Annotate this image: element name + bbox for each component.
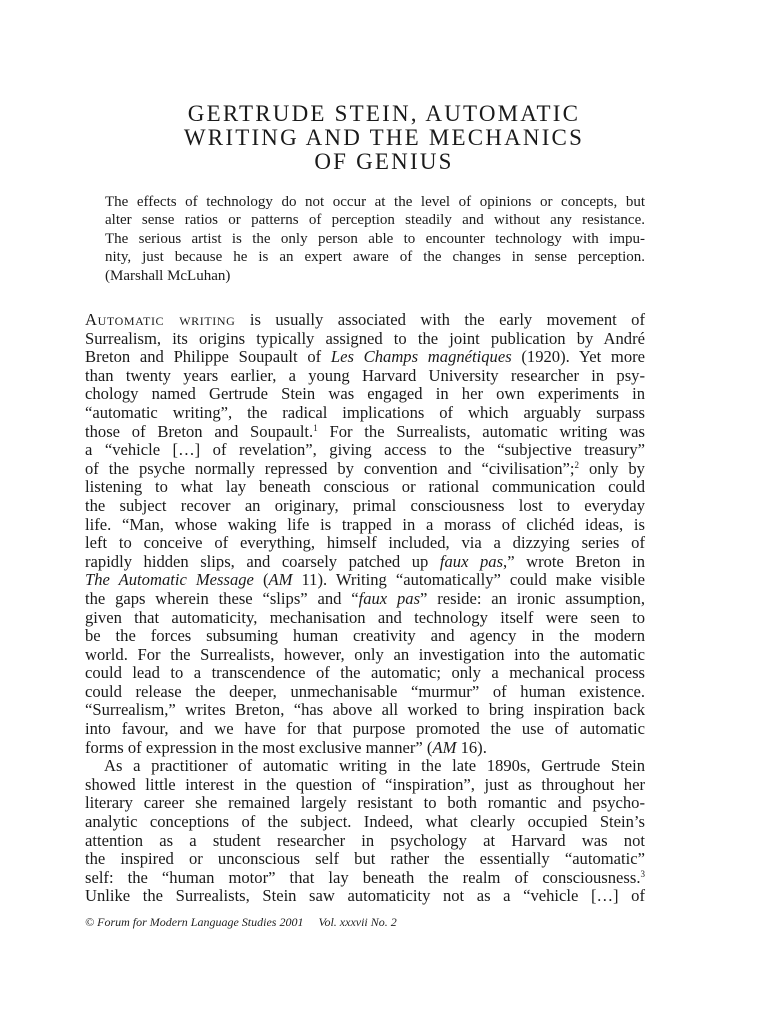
body-line: than twenty years earlier, a young Harvard University researcher in psy- bbox=[85, 365, 645, 385]
italic-title: The Automatic Message bbox=[85, 570, 254, 590]
text-run: is usually associated with the early movement of bbox=[235, 310, 645, 329]
italic-phrase: faux pas bbox=[358, 588, 421, 608]
body-line bbox=[85, 423, 645, 442]
title-line: WRITING AND THE MECHANICS bbox=[183, 125, 585, 150]
body-line: Unlike the Surrealists, Stein saw automaticity not as a “vehicle […] of bbox=[85, 886, 645, 906]
body-line: could lead to a transcendence of the automatic; only a mechanical process bbox=[85, 663, 645, 683]
text-run: those of Breton and Soupault. bbox=[85, 421, 314, 441]
body-line: listening to what lay beneath conscious or rational communication could bbox=[85, 477, 645, 497]
text-run: ( bbox=[253, 570, 269, 590]
italic-abbrev: AM bbox=[432, 737, 457, 757]
text-run: forms of expression in the most exclusive manner” ( bbox=[85, 737, 433, 757]
text-run: 16). bbox=[456, 737, 487, 757]
body-line bbox=[85, 553, 645, 572]
body-line: a “vehicle […] of revelation”, giving access to the “subjective treasury” bbox=[85, 440, 645, 460]
page-footer bbox=[85, 915, 409, 930]
body-line bbox=[85, 739, 645, 758]
body-line: attention as a student researcher in psychology at Harvard was not bbox=[85, 830, 645, 850]
text-run: ” reside: an ironic assumption, bbox=[420, 588, 645, 608]
text-run: Breton and Philippe Soupault of bbox=[85, 347, 331, 367]
text-run: rapidly hidden slips, and coarsely patched up bbox=[85, 551, 440, 571]
body-line: “Surrealism,” writes Breton, “has above all worked to bring inspiration back bbox=[85, 700, 645, 720]
body-line bbox=[85, 348, 645, 367]
footnote-ref[interactable]: 2 bbox=[574, 459, 580, 470]
italic-phrase: faux pas bbox=[439, 551, 504, 571]
body-line: As a practitioner of automatic writing in the late 1890s, Gertrude Stein bbox=[104, 756, 645, 776]
text-run: ,” wrote Breton in bbox=[503, 551, 645, 571]
text-run: (1920). Yet more bbox=[511, 347, 646, 367]
body-line: chology named Gertrude Stein was engaged in her own experiments in bbox=[85, 384, 645, 404]
epigraph-line: The effects of technology do not occur at the level of opinions or concepts, but bbox=[105, 194, 645, 210]
text-run: of the psyche normally repressed by convention and “civilisation”; bbox=[85, 458, 575, 478]
text-run: the gaps wherein these “slips” and “ bbox=[85, 588, 359, 608]
footnote-ref[interactable]: 1 bbox=[313, 422, 318, 433]
text-run: For the Surrealists, automatic writing was bbox=[317, 421, 645, 441]
body-line bbox=[85, 590, 645, 609]
text-run: 11). Writing “automatically” could make visible bbox=[292, 570, 646, 590]
body-line bbox=[85, 311, 645, 330]
footnote-ref[interactable]: 3 bbox=[640, 868, 645, 879]
body-line: be the forces subsuming human creativity and agency in the modern bbox=[85, 626, 645, 646]
body-line: given that automaticity, mechanisation and technology itself were seen to bbox=[85, 607, 645, 627]
copyright-notice: © Forum for Modern Language Studies 2001 bbox=[85, 915, 304, 929]
italic-abbrev: AM bbox=[268, 570, 293, 590]
italic-title: Les Champs magnétiques bbox=[330, 347, 512, 367]
body-line: left to conceive of everything, himself included, via a dizzying series of bbox=[85, 533, 645, 553]
article-title bbox=[80, 102, 688, 174]
body-text bbox=[85, 311, 645, 906]
body-line bbox=[85, 460, 645, 479]
text-run: only by bbox=[579, 458, 645, 478]
body-line bbox=[85, 869, 645, 888]
body-line: analytic conceptions of the subject. Indeed, what clearly occupied Stein’s bbox=[85, 812, 645, 832]
text-run: self: the “human motor” that lay beneath the realm of consciousness. bbox=[85, 867, 641, 887]
small-caps-lead: Automatic writing bbox=[85, 310, 236, 329]
body-line: world. For the Surrealists, however, only an investigation into the automatic bbox=[85, 644, 645, 664]
body-line: into favour, and we have for that purpose promoted the use of automatic bbox=[85, 719, 645, 739]
title-line: GERTRUDE STEIN, AUTOMATIC bbox=[187, 101, 581, 126]
body-line: the inspired or unconscious self but rather the essentially “automatic” bbox=[85, 849, 645, 869]
epigraph-line: nity, just because he is an expert aware of the changes in sense perception. bbox=[105, 249, 645, 266]
epigraph-line: The serious artist is the only person able to encounter technology with impu- bbox=[105, 230, 645, 247]
body-line: Surrealism, its origins typically assigned to the joint publication by André bbox=[85, 328, 645, 348]
body-line: “automatic writing”, the radical implications of which arguably surpass bbox=[85, 402, 645, 422]
body-line: life. “Man, whose waking life is trapped in a morass of clichéd ideas, is bbox=[85, 514, 645, 534]
body-line: literary career she remained largely resistant to both romantic and psycho- bbox=[85, 793, 645, 813]
body-line: could release the deeper, unmechanisable “murmur” of human existence. bbox=[85, 681, 645, 701]
epigraph-line: alter sense ratios or patterns of perception steadily and without any resistance. bbox=[105, 212, 645, 229]
body-line: showed little interest in the question of “inspiration”, just as throughout her bbox=[85, 774, 645, 794]
epigraph-attribution: (Marshall McLuhan) bbox=[105, 267, 231, 284]
body-line: the subject recover an originary, primal consciousness lost to everyday bbox=[85, 495, 645, 515]
volume-info: Vol. xxxvii No. 2 bbox=[318, 915, 397, 929]
body-line bbox=[85, 571, 645, 590]
title-line: OF GENIUS bbox=[314, 149, 454, 174]
epigraph bbox=[105, 193, 645, 285]
